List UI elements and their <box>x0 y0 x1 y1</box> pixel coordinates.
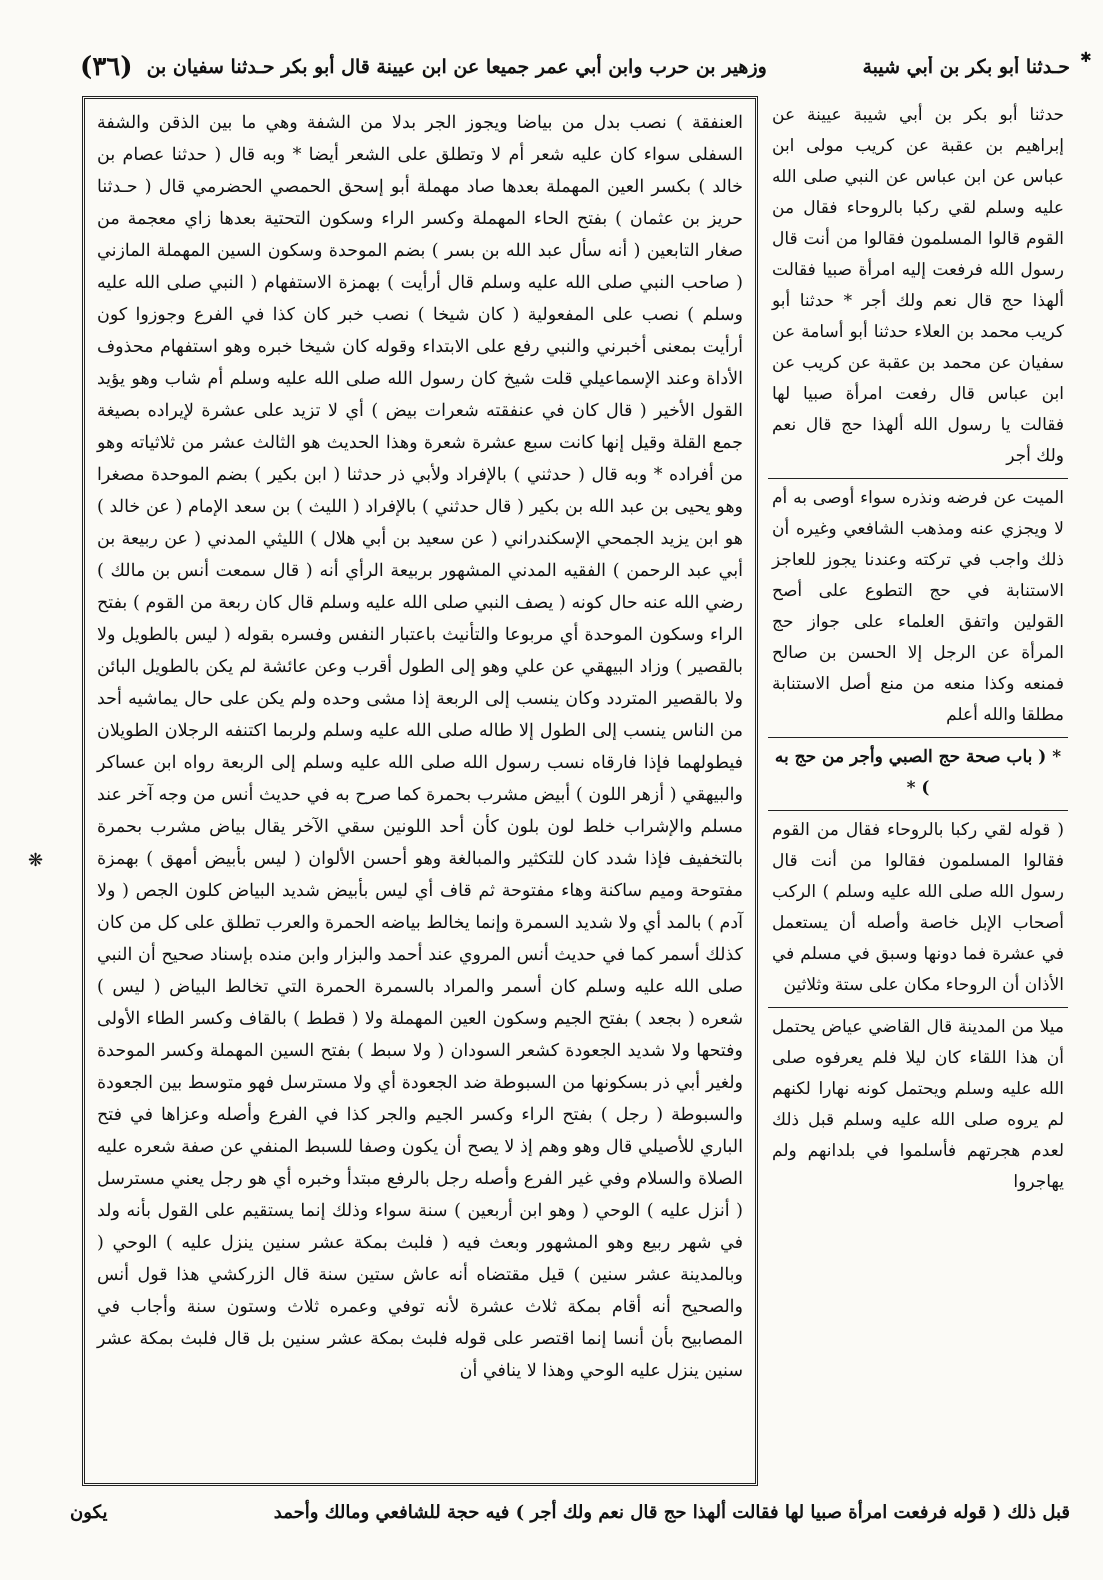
side-column <box>768 96 1068 1486</box>
side-commentary-2: ( قوله لقي ركبا بالروحاء فقال من القوم فقالوا المسلمون فقالوا من أنت قال رسول الله صلى الله عليه وسلم ) الركب أصحاب الإبل خاصة وأصله أن يستعمل في عشرة فما دونها وسبق في مسلم في الأذان أن الروحاء مكان على ستة وثلاثين <box>768 811 1068 1008</box>
catchword: يكون <box>70 1501 108 1523</box>
header-side-text: حـدثنا أبو بكر بن أبي شيبة <box>862 56 1070 78</box>
chapter-title: * ( باب صحة حج الصبي وأجر من حج به ) * <box>768 738 1068 811</box>
star-ornament-icon: ✱ <box>1080 50 1092 66</box>
header-center <box>70 52 770 82</box>
footer-text: قبل ذلك ( قوله فرفعت امرأة صبيا لها فقالت ألهذا حج قال نعم ولك أجر ) فيه حجة للشافعي ومالك وأحمد <box>273 1501 1070 1523</box>
side-commentary-3: ميلا من المدينة قال القاضي عياض يحتمل أن هذا اللقاء كان ليلا فلم يعرفوه صلى الله عليه وسلم ويحتمل كونه نهارا لكنهم لم يروه صلى الله عليه وسلم قبل ذلك لعدم هجرتهم فأسلموا في بلدانهم ولم يهاجروا <box>772 1017 1064 1192</box>
main-commentary-text: العنفقة ) نصب بدل من بياضا ويجوز الجر بدلا من الشفة وهي ما بين الذقن والشفة السفلى سواء كان عليه شعر أم لا وتطلق على الشعر أيضا * وبه قال ( حدثنا عصام بن خالد ) بكسر العين المهملة بعدها صاد مهملة أبو إسحق الحمصي الحضرمي قال ( حـدثنا حريز بن عثمان ) بفتح الحاء المهملة وكسر الراء وسكون التحتية بعدها زاي معجمة من صغار التابعين ( أنه سأل عبد الله بن بسر ) بضم الموحدة وسكون السين المهملة المازني ( صاحب النبي صلى الله عليه وسلم قال أرأيت ) بهمزة الاستفهام ( النبي صلى الله عليه وسلم ) نصب على المفعولية ( كان شيخا ) نصب خبر كان كذا في الفرع وجوزوا كون أرأيت بمعنى أخبرني والنبي رفع على الابتداء وقوله كان شيخا خبره وهو استفهام محذوف الأداة وعند الإسماعيلي قلت شيخ كان رسول الله صلى الله عليه وسلم أم شاب وهو يؤيد القول الأخير ( قال كان في عنفقته شعرات بيض ) أي لا تزيد على عشرة لإيراده بصيغة جمع القلة وقيل إنها كانت سبع عشرة شعرة وهذا الحديث هو الثالث عشر من ثلاثياته وهو من أفراده * وبه قال ( حدثني ) بالإفراد ولأبي ذر حدثنا ( ابن بكير ) بضم الموحدة مصغرا وهو يحيى بن عبد الله بن بكير ( قال حدثني ) بالإفراد ( الليث ) بن سعد الإمام ( عن خالد ) هو ابن يزيد الجمحي الإسكندراني ( عن سعيد بن أبي هلال ) الليثي المدني ( عن ربيعة بن أبي عبد الرحمن ) الفقيه المدني المشهور بربيعة الرأي أنه ( قال سمعت أنس بن مالك ) رضي الله عنه حال كونه ( يصف النبي صلى الله عليه وسلم قال كان ربعة من القوم ) بفتح الراء وسكون الموحدة أي مربوعا والتأنيث باعتبار النفس وفسره بقوله ( ليس بالطويل ولا بالقصير ) وزاد البيهقي عن علي وهو إلى الطول أقرب وعن عائشة لم يكن بالطويل البائن ولا بالقصير المتردد وكان ينسب إلى الربعة إذا مشى وحده ولم يكن على حال يماشيه أحد من الناس ينسب إلى الطول إلا طاله صلى الله عليه وسلم ولربما اكتنفه الرجلان الطويلان فيطولهما فإذا فارقاه نسب رسول الله صلى الله عليه وسلم إلى الربعة رواه ابن عساكر والبيهقي ( أزهر اللون ) أبيض مشرب بحمرة كما صرح به في حديث أنس من وجه آخر عند مسلم والإشراب خلط لون بلون كأن أحد اللونين سقي الآخر يقال بياض مشرب بحمرة بالتخفيف فإذا شدد كان للتكثير والمبالغة وهو أحسن الألوان ( ليس بأبيض أمهق ) بهمزة مفتوحة وميم ساكنة وهاء مفتوحة ثم قاف أي ليس بأبيض شديد البياض كلون الجص ( ولا آدم ) بالمد أي ولا شديد السمرة وإنما يخالط بياضه الحمرة والعرب تطلق على كل من كان كذلك أسمر كما في حديث أنس المروي عند أحمد والبزار وابن منده بإسناد صحيح أن النبي صلى الله عليه وسلم كان أسمر والمراد بالسمرة الحمرة التي تخالط البياض ( ليس ) شعره ( بجعد ) بفتح الجيم وسكون العين المهملة ولا ( قطط ) بالقاف وكسر الطاء الأولى وفتحها ولا شديد الجعودة كشعر السودان ( ولا سبط ) بفتح السين المهملة وكسر الموحدة ولغير أبي ذر بسكونها من السبوطة ضد الجعودة أي ولا مسترسل فهو متوسط بين الجعودة والسبوطة ( رجل ) بفتح الراء وكسر الجيم والجر كذا في الفرع وأصله وعزاها في فتح الباري للأصيلي قال وهو وهم إذ لا يصح أن يكون وصفا للسبط المنفي عن صفة شعره عليه الصلاة والسلام وفي غير الفرع وأصله رجل بالرفع مبتدأ وخبره أي هو رجل يعني مسترسل ( أنزل عليه ) الوحي ( وهو ابن أربعين ) سنة سواء وذلك إنما يستقيم على القول بأنه ولد في شهر ربيع وهو المشهور وبعث فيه ( فلبث بمكة عشر سنين ينزل عليه ) الوحي ( وبالمدينة عشر سنين ) قيل مقتضاه أنه عاش ستين سنة قال الزركشي هذا قول أنس والصحيح أنه أقام بمكة ثلاث عشرة لأنه توفي وعمره ثلاث وستون سنة وأجاب في المصابيح بأن أنسا إنما اقتصر على قوله فلبث بمكة عشر سنين بل قال فلبث بمكة عشر سنين ينزل عليه الوحي وهذا لا ينافي أن <box>97 113 744 1381</box>
side-hadith-text: حدثنا أبو بكر بن أبي شيبة عيينة عن إبراهيم بن عقبة عن كريب مولى ابن عباس عن ابن عباس عن النبي صلى الله عليه وسلم لقي ركبا بالروحاء فقال من القوم قالوا المسلمون فقالوا من أنت قال رسول الله فرفعت إليه امرأة صبيا فقالت ألهذا حج قال نعم ولك أجر * حدثنا أبو كريب محمد بن العلاء حدثنا أبو أسامة عن سفيان عن محمد بن عقبة عن كريب عن ابن عباس قال رفعت امرأة صبيا لها فقالت يا رسول الله ألهذا حج قال نعم ولك أجر <box>768 96 1068 479</box>
page-footer <box>70 1492 1070 1532</box>
side-commentary-1: الميت عن فرضه ونذره سواء أوصى به أم لا ويجزي عنه ومذهب الشافعي وغيره أن ذلك واجب في تركته وعندنا يجوز للعاجز الاستنابة في حج التطوع على أصح القولين واتفق العلماء على جواز حج المرأة عن الرجل إلا الحسن بن صالح فمنعه وكذا منعه من منع أصل الاستنابة مطلقا والله أعلم <box>768 479 1068 738</box>
header-main-text: وزهير بن حرب وابن أبي عمر جميعا عن ابن عيينة قال أبو بكر حـدثنا سفيان بن <box>146 56 767 78</box>
page-number: (٣٦) <box>80 52 133 82</box>
main-commentary-box <box>82 96 758 1486</box>
margin-ornament-icon: ❋ <box>28 850 44 871</box>
page-header <box>70 40 1070 94</box>
